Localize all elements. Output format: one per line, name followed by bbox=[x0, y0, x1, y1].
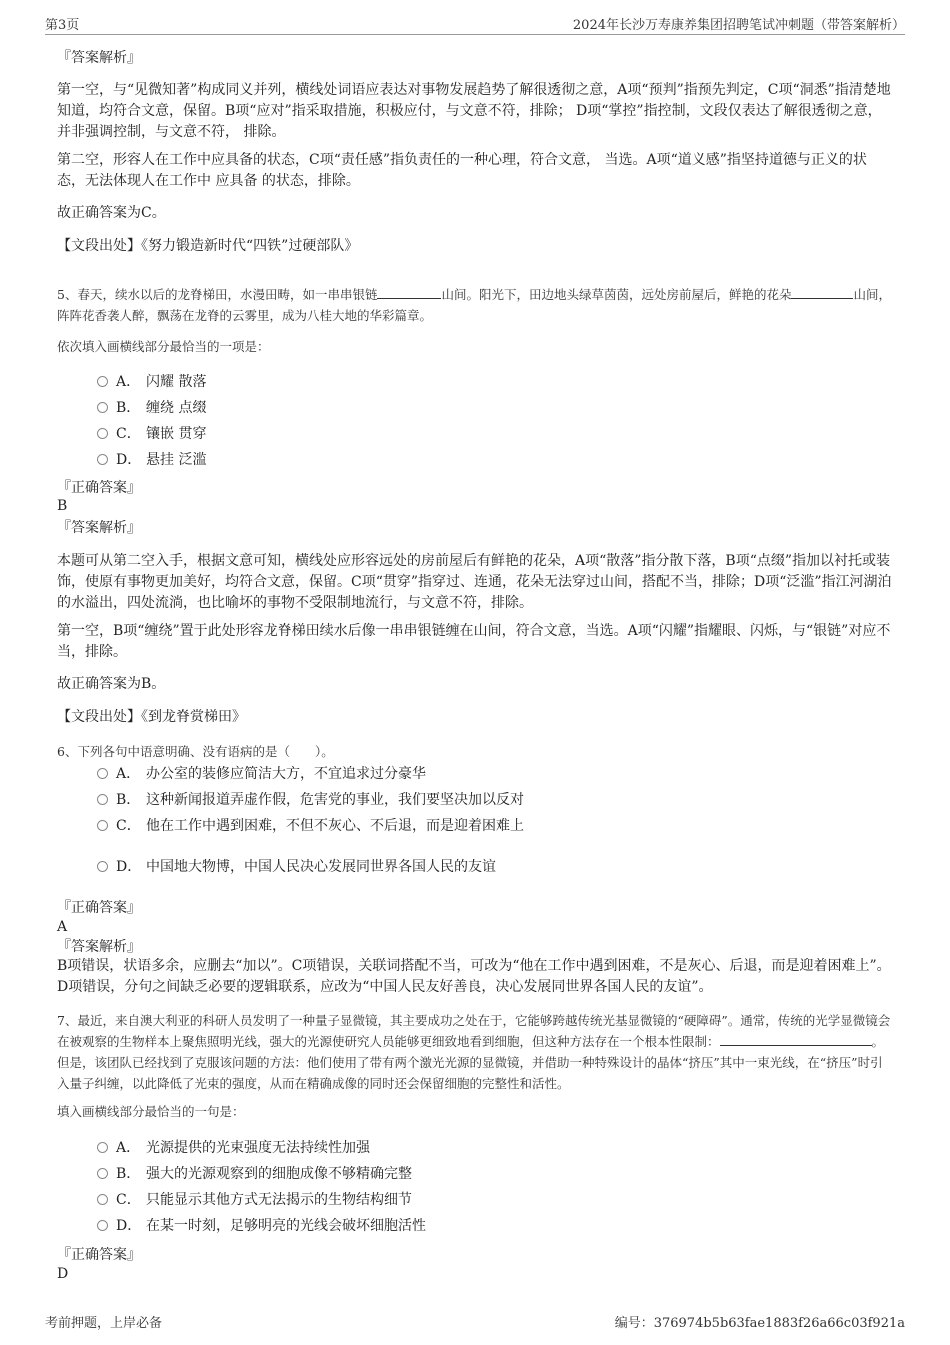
radio-icon[interactable] bbox=[97, 768, 108, 779]
q6-option-c[interactable]: C． 他在工作中遇到困难，不但不灰心、不后退，而是迎着困难上 bbox=[97, 816, 524, 836]
q7-option-d[interactable]: D． 在某一时刻，足够明亮的光线会破坏细胞活性 bbox=[97, 1216, 426, 1236]
q4-analysis-label: 『答案解析』 bbox=[57, 50, 141, 66]
radio-icon[interactable] bbox=[97, 402, 108, 413]
document-id: 编号：376974b5b63fae1883f26a66c03f921a bbox=[614, 1316, 905, 1331]
radio-icon[interactable] bbox=[97, 1194, 108, 1205]
radio-icon[interactable] bbox=[97, 1168, 108, 1179]
radio-icon[interactable] bbox=[97, 428, 108, 439]
radio-icon[interactable] bbox=[97, 794, 108, 805]
footer-slogan: 考前押题，上岸必备 bbox=[45, 1316, 163, 1331]
q5-blank-2 bbox=[791, 285, 853, 299]
q5-stem: 5、春天，续水以后的龙脊梯田，水漫田畴，如一串串银链 山间。阳光下，田边地头绿草茵茵，远处房前屋后，鲜艳的花朵 山间，阵阵花香袭人醉，飘荡在龙脊的云雾里，成为八桂大地的华彩篇章。 bbox=[57, 287, 891, 323]
q7-instruction: 填入画横线部分最恰当的一句是： bbox=[57, 1104, 245, 1119]
q5-option-d[interactable]: D． 悬挂 泛滥 bbox=[97, 450, 206, 470]
page-footer bbox=[45, 1312, 905, 1334]
q5-conclusion: 故正确答案为B。 bbox=[57, 676, 166, 692]
q5-source: 【文段出处】《到龙脊赏梯田》 bbox=[57, 709, 246, 725]
q6-analysis-label: 『答案解析』 bbox=[57, 939, 141, 955]
q7-option-c[interactable]: C． 只能显示其他方式无法揭示的生物结构细节 bbox=[97, 1190, 412, 1210]
q6-answer-label: 『正确答案』 bbox=[57, 900, 141, 916]
q5-option-a[interactable]: A． 闪耀 散落 bbox=[97, 372, 206, 392]
q7-answer: D bbox=[57, 1266, 69, 1282]
radio-icon[interactable] bbox=[97, 1142, 108, 1153]
page-number: 第3页 bbox=[45, 18, 80, 33]
q5-answer-label: 『正确答案』 bbox=[57, 480, 141, 496]
radio-icon[interactable] bbox=[97, 1220, 108, 1231]
q5-analysis-p2: 第一空，B项“缠绕”置于此处形容龙脊梯田续水后像一串串银链缠在山间，符合文意，当选。A项“闪耀”指耀眼、闪烁，与“银链”对应不当，排除。 bbox=[57, 623, 891, 660]
q6-option-b[interactable]: B． 这种新闻报道弄虚作假，危害党的事业，我们要坚决加以反对 bbox=[97, 790, 524, 810]
document-title: 2024年长沙万寿康养集团招聘笔试冲刺题（带答案解析） bbox=[572, 18, 905, 33]
q4-conclusion: 故正确答案为C。 bbox=[57, 205, 166, 221]
q5-option-c[interactable]: C． 镶嵌 贯穿 bbox=[97, 424, 206, 444]
q6-answer: A bbox=[57, 919, 68, 935]
q7-stem: 7、最近，来自澳大利亚的科研人员发明了一种量子显微镜，其主要成功之处在于，它能够跨越传统光基显微镜的“硬障碍”。通常，传统的光学显微镜会在被观察的生物样本上聚焦照明光线，强大的光源使研究人员能够更细致地看到细胞，但这种方法存在一个根本性限制： 。但是，该团队已经找到了克服该问题的方法：他们使用了带有两个激光光源的显微镜，并借助一种特殊设计的晶体“挤压”其中一束光线，在“挤压”时引入量子纠缠，以此降低了光束的强度，从而在精确成像的同时还会保留细胞的完整性和活性。 bbox=[57, 1013, 891, 1091]
radio-icon[interactable] bbox=[97, 376, 108, 387]
q6-option-a[interactable]: A． 办公室的装修应简洁大方，不宜追求过分豪华 bbox=[97, 764, 426, 784]
q5-answer: B bbox=[57, 498, 68, 514]
q5-blank-1 bbox=[377, 285, 441, 299]
q6-stem: 6、下列各句中语意明确、没有语病的是（ ）。 bbox=[57, 744, 334, 759]
radio-icon[interactable] bbox=[97, 861, 108, 872]
q7-option-a[interactable]: A． 光源提供的光束强度无法持续性加强 bbox=[97, 1138, 370, 1158]
radio-icon[interactable] bbox=[97, 820, 108, 831]
q4-analysis-p2: 第二空，形容人在工作中应具备的状态，C项“责任感”指负责任的一种心理，符合文意， 当选。A项“道义感”指坚持道德与正义的状态，无法体现人在工作中 应具备 的状态，排除。 bbox=[57, 152, 867, 189]
q5-option-b[interactable]: B． 缠绕 点缀 bbox=[97, 398, 206, 418]
q6-analysis: B项错误，状语多余，应删去“加以”。C项错误，关联词搭配不当，可改为“他在工作中遇到困难，不是灰心、后退，而是迎着困难上”。D项错误，分句之间缺乏必要的逻辑联系，应改为“中国人民友好善良，决心发展同世界各国人民的友谊”。 bbox=[57, 958, 891, 995]
q7-option-b[interactable]: B． 强大的光源观察到的细胞成像不够精确完整 bbox=[97, 1164, 412, 1184]
q5-analysis-label: 『答案解析』 bbox=[57, 520, 141, 536]
q7-answer-label: 『正确答案』 bbox=[57, 1247, 141, 1263]
radio-icon[interactable] bbox=[97, 454, 108, 465]
page-header bbox=[45, 12, 905, 35]
q5-analysis-p1: 本题可从第二空入手，根据文意可知，横线处应形容远处的房前屋后有鲜艳的花朵，A项“散落”指分散下落，B项“点缀”指加以衬托或装饰，使原有事物更加美好，均符合文意，保留。C项“贯穿”指穿过、连通，花朵无法穿过山间，搭配不当，排除；D项“泛滥”指江河湖泊的水溢出，四处流淌，也比喻坏的事物不受限制地流行，与文意不符，排除。 bbox=[57, 553, 892, 611]
q4-source: 【文段出处】《努力锻造新时代“四铁”过硬部队》 bbox=[57, 238, 359, 254]
q7-blank bbox=[720, 1032, 872, 1046]
q6-option-d[interactable]: D． 中国地大物博，中国人民决心发展同世界各国人民的友谊 bbox=[97, 857, 496, 877]
q5-instruction: 依次填入画横线部分最恰当的一项是： bbox=[57, 339, 270, 354]
q4-analysis-p1: 第一空，与“见微知著”构成同义并列，横线处词语应表达对事物发展趋势了解很透彻之意，A项“预判”指预先判定，C项“洞悉”指清楚地知道，均符合文意，保留。B项“应对”指采取措施，积极应付，与文意不符，排除； D项“掌控”指控制，文段仅表达了解很透彻之意，并非强调控制，与文意不符， 排除。 bbox=[57, 82, 891, 140]
